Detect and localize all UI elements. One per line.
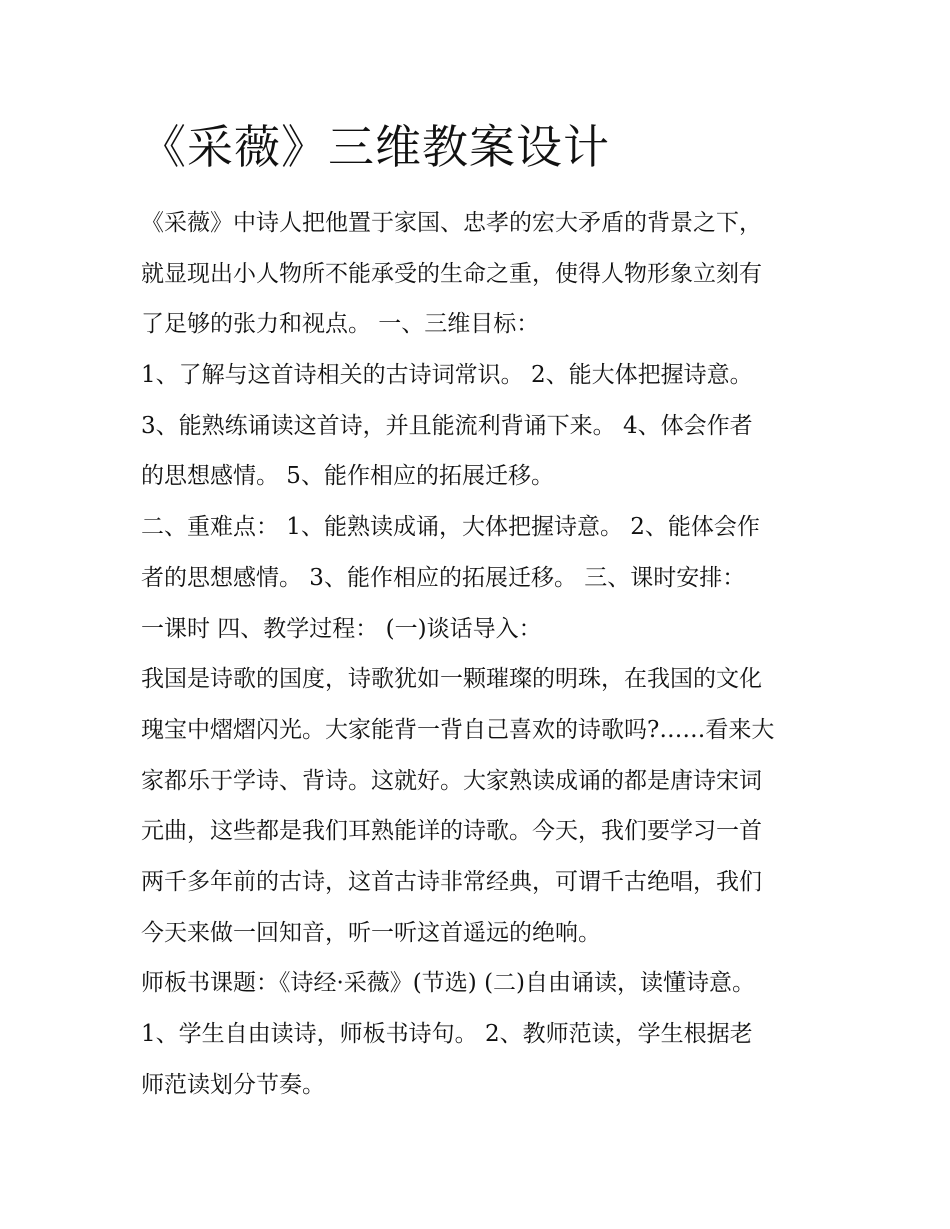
body-line: 1、学生自由读诗，师板书诗句。 2、教师范读，学生根据老 <box>141 1021 753 1047</box>
body-line: 1、了解与这首诗相关的古诗词常识。 2、能大体把握诗意。 <box>141 362 753 389</box>
body-line: 者的思想感情。 3、能作相应的拓展迁移。 三、课时安排： <box>141 564 746 591</box>
body-line: 师板书课题：《诗经·采薇》(节选) (二)自由诵读，读懂诗意。 <box>141 970 756 997</box>
body-line: 《采薇》中诗人把他置于家国、忠孝的宏大矛盾的背景之下， <box>141 210 762 236</box>
body-line: 今天来做一回知音，听一听这首遥远的绝响。 <box>141 919 601 946</box>
body-line: 元曲，这些都是我们耳熟能详的诗歌。今天，我们要学习一首 <box>141 818 762 845</box>
body-line: 二、重难点： 1、能熟读成诵，大体把握诗意。 2、能体会作 <box>141 514 760 541</box>
body-line: 两千多年前的古诗，这首古诗非常经典，可谓千古绝唱，我们 <box>141 868 762 895</box>
body-line: 就显现出小人物所不能承受的生命之重，使得人物形象立刻有 <box>141 260 762 287</box>
body-line: 家都乐于学诗、背诗。这就好。大家熟读成诵的都是唐诗宋词 <box>141 767 762 794</box>
body-line: 了足够的张力和视点。 一、三维目标： <box>141 311 540 338</box>
body-line: 的思想感情。 5、能作相应的拓展迁移。 <box>141 463 554 490</box>
body-line: 一课时 四、教学过程： (一)谈话导入： <box>141 615 542 642</box>
body-line: 瑰宝中熠熠闪光。大家能背一背自己喜欢的诗歌吗?……看来大 <box>141 716 775 743</box>
document-title: 《采薇》三维教案设计 <box>140 120 610 174</box>
body-line: 师范读划分节奏。 <box>141 1071 325 1098</box>
body-line: 3、能熟练诵读这首诗，并且能流利背诵下来。 4、体会作者 <box>141 412 753 439</box>
document-body <box>141 198 821 1110</box>
body-line: 我国是诗歌的国度，诗歌犹如一颗璀璨的明珠，在我国的文化 <box>141 666 762 693</box>
